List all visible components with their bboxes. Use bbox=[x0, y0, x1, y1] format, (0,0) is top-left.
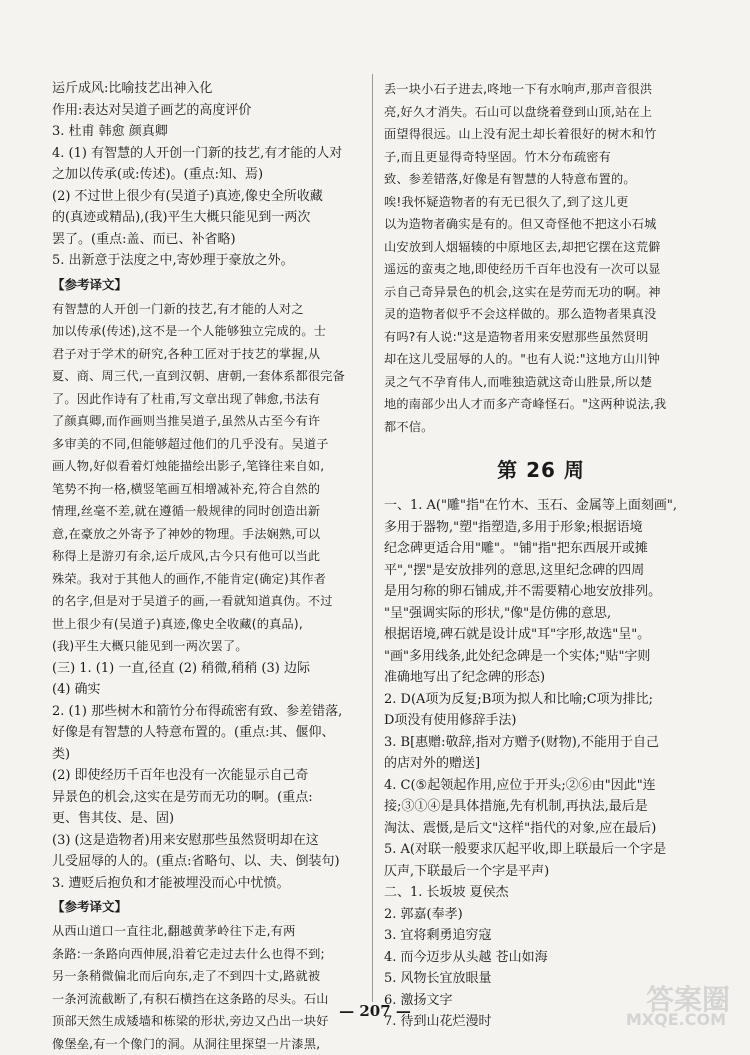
translation-line: 有智慧的人开创一门新的技艺,有才能的人对之 bbox=[52, 298, 360, 321]
watermark-logo: 答案圈 bbox=[646, 978, 730, 1018]
text-line: 3. 宜将剩勇追穷寇 bbox=[384, 925, 698, 947]
reference-translation-heading: 【参考译文】 bbox=[52, 896, 360, 918]
right-column bbox=[384, 78, 698, 1033]
text-line: 儿受屈辱的人的。(重点:省略句、以、夫、倒装句) bbox=[52, 851, 360, 873]
translation-line: 情理,丝毫不差,就在遵循一般规律的同时创造出新 bbox=[52, 500, 360, 523]
text-line: 仄声,下联最后一个字是平声) bbox=[384, 861, 698, 883]
text-line: 平","摆"是安放排列的意思,这里纪念碑的四周 bbox=[384, 560, 698, 582]
translation-line: 了。因此作诗有了杜甫,写文章出现了韩愈,书法有 bbox=[52, 388, 360, 411]
translation-line: 子,而且更显得奇特坚固。竹木分布疏密有 bbox=[384, 146, 698, 169]
translation-line: 丢一块小石子进去,咚地一下有水响声,那声音很洪 bbox=[384, 78, 698, 101]
text-line: 接;③①④是具体措施,先有机制,再执法,最后是 bbox=[384, 796, 698, 818]
translation-line: 都不信。 bbox=[384, 416, 698, 439]
text-line: 作用:表达对吴道子画艺的高度评价 bbox=[52, 100, 360, 122]
text-line: 5. 风物长宜放眼量 bbox=[384, 968, 698, 990]
reference-translation-1 bbox=[52, 298, 360, 658]
text-line: 5. 出新意于法度之中,寄妙理于豪放之外。 bbox=[52, 250, 360, 272]
translation-line: 从西山道口一直往北,翻越黄茅岭往下走,有两 bbox=[52, 920, 360, 943]
translation-line: 了颜真卿,而作画则当推吴道子,虽然从古至今有许 bbox=[52, 410, 360, 433]
text-line: 准确地写出了纪念碑的形态) bbox=[384, 667, 698, 689]
text-line: D项没有使用修辞手法) bbox=[384, 710, 698, 732]
text-line: 2. (1) 那些树木和箭竹分布得疏密有致、参差错落, bbox=[52, 701, 360, 723]
text-line: 3. B[惠赠:敬辞,指对方赠予(财物),不能用于自己 bbox=[384, 732, 698, 754]
text-line: (三) 1. (1) 一直,径直 (2) 稍微,稍稍 (3) 边际 bbox=[52, 658, 360, 680]
translation-line: 亮,好久才消失。石山可以盘绕着登到山顶,站在上 bbox=[384, 101, 698, 124]
text-line: 一、1. A("雕"指"在竹木、玉石、金属等上面刻画", bbox=[384, 495, 698, 517]
text-line: (2) 不过世上很少有(吴道子)真迹,像史全所收藏 bbox=[52, 186, 360, 208]
translation-line: 加以传承(传述),这不是一个人能够独立完成的。士 bbox=[52, 320, 360, 343]
text-line: 7. 待到山花烂漫时 bbox=[384, 1011, 698, 1033]
text-line: (3) (这是造物者)用来安慰那些虽然贤明却在这 bbox=[52, 830, 360, 852]
translation-line: 称得上是游刃有余,运斤成风,古今只有他可以当此 bbox=[52, 545, 360, 568]
translation-line: 条路:一条路向西伸展,沿着它走过去什么也得不到; bbox=[52, 943, 360, 966]
reference-translation-2 bbox=[52, 920, 360, 1055]
translation-line: (我)平生大概只能见到一两次罢了。 bbox=[52, 635, 360, 658]
translation-line: 山安放到人烟辐辏的中原地区去,却把它摆在这荒僻 bbox=[384, 236, 698, 259]
translation-line: 夏、商、周三代,一直到汉朝、唐朝,一套体系都很完备 bbox=[52, 365, 360, 388]
text-line: 二、1. 长坂坡 夏侯杰 bbox=[384, 882, 698, 904]
translation-line: 灵的造物者似乎不会这样做的。那么造物者果真没 bbox=[384, 303, 698, 326]
translation-line: 另一条稍微偏北而后向东,走了不到四十丈,路就被 bbox=[52, 965, 360, 988]
translation-line: 面望得很远。山上没有泥土却长着很好的树木和竹 bbox=[384, 123, 698, 146]
translation-line: 君子对于学术的研究,各种工匠对于技艺的掌握,从 bbox=[52, 343, 360, 366]
text-line: 异景色的机会,这实在是劳而无功的啊。(重点: bbox=[52, 787, 360, 809]
text-line: 运斤成风:比喻技艺出神入化 bbox=[52, 78, 360, 100]
text-line: 好像是有智慧的人特意布置的。(重点:其、偃仰、 bbox=[52, 722, 360, 744]
translation-line: 画人物,好似看着灯烛能描绘出影子,笔锋往来自如, bbox=[52, 455, 360, 478]
text-line: 的(真迹或精品),(我)平生大概只能见到一两次 bbox=[52, 207, 360, 229]
translation-line: 顶部天然生成矮墙和栋梁的形状,旁边又凸出一块好 bbox=[52, 1010, 360, 1033]
translation-line: 示自己奇异景色的机会,这实在是劳而无功的啊。神 bbox=[384, 281, 698, 304]
translation-line: 致、参差错落,好像是有智慧的人特意布置的。 bbox=[384, 168, 698, 191]
text-line: 多用于器物,"塑"指塑造,多用于形象;根据语境 bbox=[384, 517, 698, 539]
left-column bbox=[52, 78, 360, 1055]
translation-line: 以为造物者确实是有的。但又奇怪他不把这小石城 bbox=[384, 213, 698, 236]
text-line: "呈"强调实际的形状,"像"是仿佛的意思, bbox=[384, 603, 698, 625]
translation-line: 笔势不拘一格,横竖笔画互相增减补充,符合自然的 bbox=[52, 478, 360, 501]
text-line: 淘汰、震慑,是后文"这样"指代的对象,应在最后) bbox=[384, 818, 698, 840]
week-heading: 第 26 周 bbox=[384, 454, 698, 483]
text-line: 4. (1) 有智慧的人开创一门新的技艺,有才能的人对 bbox=[52, 143, 360, 165]
translation-line: 灵之气不孕育伟人,而唯独造就这奇山胜景,所以楚 bbox=[384, 371, 698, 394]
translation-line: 像堡垒,有一个像门的洞。从洞往里探望一片漆黑, bbox=[52, 1033, 360, 1055]
text-line: 2. D(A项为反复;B项为拟人和比喻;C项为排比; bbox=[384, 689, 698, 711]
text-line: 的店对外的赠送] bbox=[384, 753, 698, 775]
text-line: 之加以传承(或:传述)。(重点:知、焉) bbox=[52, 164, 360, 186]
text-line: 罢了。(重点:盖、而已、补省略) bbox=[52, 229, 360, 251]
translation-line: 却在这儿受屈辱的人的。"也有人说:"这地方山川钟 bbox=[384, 348, 698, 371]
translation-line: 一条河流截断了,有积石横挡在这条路的尽头。石山 bbox=[52, 988, 360, 1011]
reference-translation-heading: 【参考译文】 bbox=[52, 274, 360, 296]
watermark-url: MXQE.COM bbox=[626, 1010, 726, 1029]
text-line: 6. 激扬文字 bbox=[384, 990, 698, 1012]
translation-continuation bbox=[384, 78, 698, 438]
text-line: 类) bbox=[52, 744, 360, 766]
text-line: "画"多用线条,此处纪念碑是一个实体;"贴"字则 bbox=[384, 646, 698, 668]
text-line: 3. 杜甫 韩愈 颜真卿 bbox=[52, 121, 360, 143]
text-line: 2. 郭嘉(奉孝) bbox=[384, 904, 698, 926]
text-line: (2) 即使经历千百年也没有一次能显示自己奇 bbox=[52, 765, 360, 787]
text-line: 4. C(⑤起领起作用,应位于开头;②⑥由"因此"连 bbox=[384, 775, 698, 797]
translation-line: 意,在豪放之外寄予了神妙的物理。手法娴熟,可以 bbox=[52, 523, 360, 546]
text-line: 纪念碑更适合用"雕"。"铺"指"把东西展开或摊 bbox=[384, 538, 698, 560]
answer-block-3 bbox=[384, 495, 698, 1033]
text-line: 4. 而今迈步从头越 苍山如海 bbox=[384, 947, 698, 969]
translation-line: 地的南部少出人才而多产奇峰怪石。"这两种说法,我 bbox=[384, 393, 698, 416]
translation-line: 世上很少有(吴道子)真迹,像史全收藏(的真品), bbox=[52, 613, 360, 636]
column-divider bbox=[372, 74, 373, 1002]
answer-block-2 bbox=[52, 658, 360, 895]
text-line: 是用匀称的卵石铺成,并不需要精心地安放排列。 bbox=[384, 581, 698, 603]
translation-line: 的名字,但是对于吴道子的画,一看就知道真伪。不过 bbox=[52, 590, 360, 613]
page-number: — 207 — bbox=[0, 1002, 750, 1020]
text-line: 5. A(对联一般要求仄起平收,即上联最后一个字是 bbox=[384, 839, 698, 861]
answer-block-1 bbox=[52, 78, 360, 272]
translation-line: 唉!我怀疑造物者的有无已很久了,到了这儿更 bbox=[384, 191, 698, 214]
text-line: 3. 遭贬后抱负和才能被埋没而心中忧愤。 bbox=[52, 873, 360, 895]
translation-line: 多审美的不同,但能够超过他们的几乎没有。吴道子 bbox=[52, 433, 360, 456]
translation-line: 遥远的蛮夷之地,即使经历千百年也没有一次可以显 bbox=[384, 258, 698, 281]
text-line: 更、售其伎、是、固) bbox=[52, 808, 360, 830]
translation-line: 殊荣。我对于其他人的画作,不能肯定(确定)其作者 bbox=[52, 568, 360, 591]
text-line: 根据语境,碑石就是设计成"耳"字形,故选"呈"。 bbox=[384, 624, 698, 646]
translation-line: 有吗?有人说:"这是造物者用来安慰那些虽然贤明 bbox=[384, 326, 698, 349]
text-line: (4) 确实 bbox=[52, 679, 360, 701]
